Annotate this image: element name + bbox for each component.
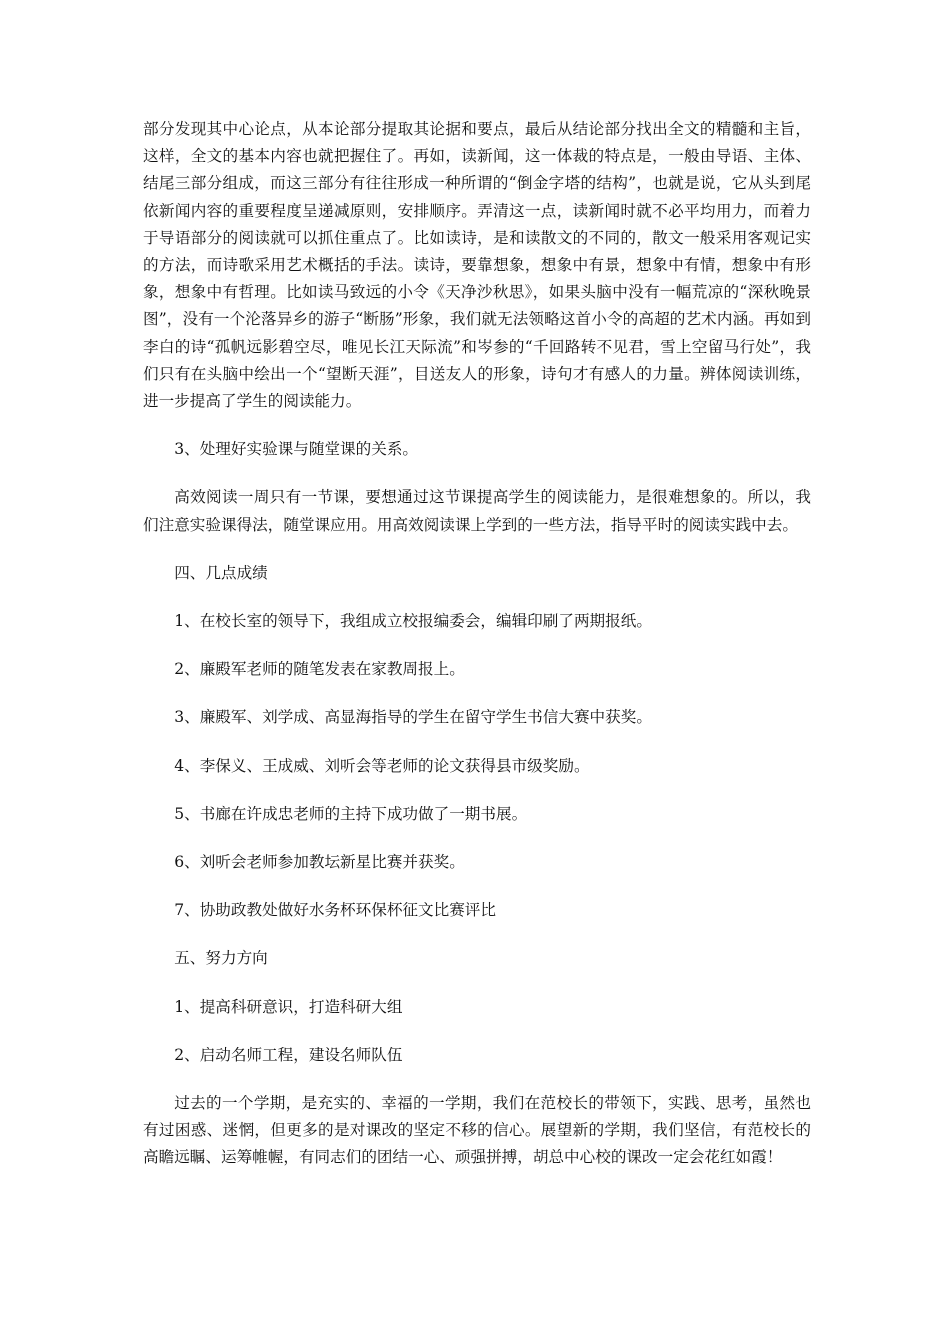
achievement-item-1: 1、在校长室的领导下，我组成立校报编委会，编辑印刷了两期报纸。 bbox=[174, 612, 652, 631]
paragraph-gap bbox=[143, 780, 811, 801]
paragraph-gap bbox=[143, 463, 811, 484]
paragraph-reading-methods: 部分发现其中心论点，从本论部分提取其论据和要点，最后从结论部分找出全文的精髓和主旨，这样，全文的基本内容也就把握住了。再如，读新闻，这一体裁的特点是，一般由导语、主体、结尾三部分组成，而这三部分有往往形成一种所谓的“倒金字塔的结构”，也就是说，它从头到尾依新闻内容的重要程度呈递减原则，安排顺序。弄清这一点，读新闻时就不必平均用力，而着力于导语部分的阅读就可以抓住重点了。比如读诗，是和读散文的不同的，散文一般采用客观记实的方法，而诗歌采用艺术概括的手法。读诗，要靠想象，想象中有景，想象中有情，想象中有形象，想象中有哲理。比如读马致远的小令《天净沙秋思》，如果头脑中没有一幅荒凉的“深秋晚景图”，没有一个沦落异乡的游子“断肠”形象，我们就无法领略这首小令的高超的艺术内涵。再如到李白的诗“孤帆远影碧空尽，唯见长江天际流”和岑参的“千回路转不见君，雪上空留马行处”，我们只有在头脑中绘出一个“望断天涯”，目送友人的形象，诗句才有感人的力量。辨体阅读训练，进一步提高了学生的阅读能力。 bbox=[143, 120, 811, 411]
achievement-item-2: 2、廉殿军老师的随笔发表在家教周报上。 bbox=[174, 660, 465, 679]
paragraph-gap bbox=[143, 635, 811, 656]
paragraph-gap bbox=[143, 1069, 811, 1090]
achievement-item-6: 6、刘听会老师参加教坛新星比赛并获奖。 bbox=[174, 853, 465, 872]
paragraph-gap bbox=[143, 876, 811, 897]
closing-paragraph: 过去的一个学期，是充实的、幸福的一学期，我们在范校长的带领下，实践、思考，虽然也有过困惑、迷惘，但更多的是对课改的坚定不移的信心。展望新的学期，我们坚信，有范校长的高瞻远瞩、运筹帷幄，有同志们的团结一心、顽强拼搏，胡总中心校的课改一定会花红如霞！ bbox=[143, 1094, 811, 1167]
achievement-item-5: 5、书廊在许成忠老师的主持下成功做了一期书展。 bbox=[174, 804, 528, 823]
point-3-heading: 3、处理好实验课与随堂课的关系。 bbox=[174, 440, 419, 459]
achievement-item-4: 4、李保义、王成威、刘听会等老师的论文获得县市级奖励。 bbox=[174, 756, 590, 775]
document-page bbox=[143, 116, 811, 1172]
paragraph-gap bbox=[143, 973, 811, 994]
section-4-heading: 四、几点成绩 bbox=[174, 563, 268, 582]
paragraph-gap bbox=[143, 539, 811, 560]
paragraph-gap bbox=[143, 683, 811, 704]
paragraph-gap bbox=[143, 924, 811, 945]
paragraph-gap bbox=[143, 828, 811, 849]
section-5-heading: 五、努力方向 bbox=[174, 949, 268, 968]
achievement-item-7: 7、协助政教处做好水务杯环保杯征文比赛评比 bbox=[174, 901, 496, 920]
paragraph-gap bbox=[143, 1021, 811, 1042]
paragraph-gap bbox=[143, 415, 811, 436]
direction-item-1: 1、提高科研意识，打造科研大组 bbox=[174, 997, 403, 1016]
point-3-body: 高效阅读一周只有一节课，要想通过这节课提高学生的阅读能力，是很难想象的。所以，我们注意实验课得法，随堂课应用。用高效阅读课上学到的一些方法，指导平时的阅读实践中去。 bbox=[143, 488, 811, 534]
paragraph-gap bbox=[143, 732, 811, 753]
paragraph-gap bbox=[143, 587, 811, 608]
direction-item-2: 2、启动名师工程，建设名师队伍 bbox=[174, 1045, 403, 1064]
achievement-item-3: 3、廉殿军、刘学成、高显海指导的学生在留守学生书信大赛中获奖。 bbox=[174, 708, 652, 727]
